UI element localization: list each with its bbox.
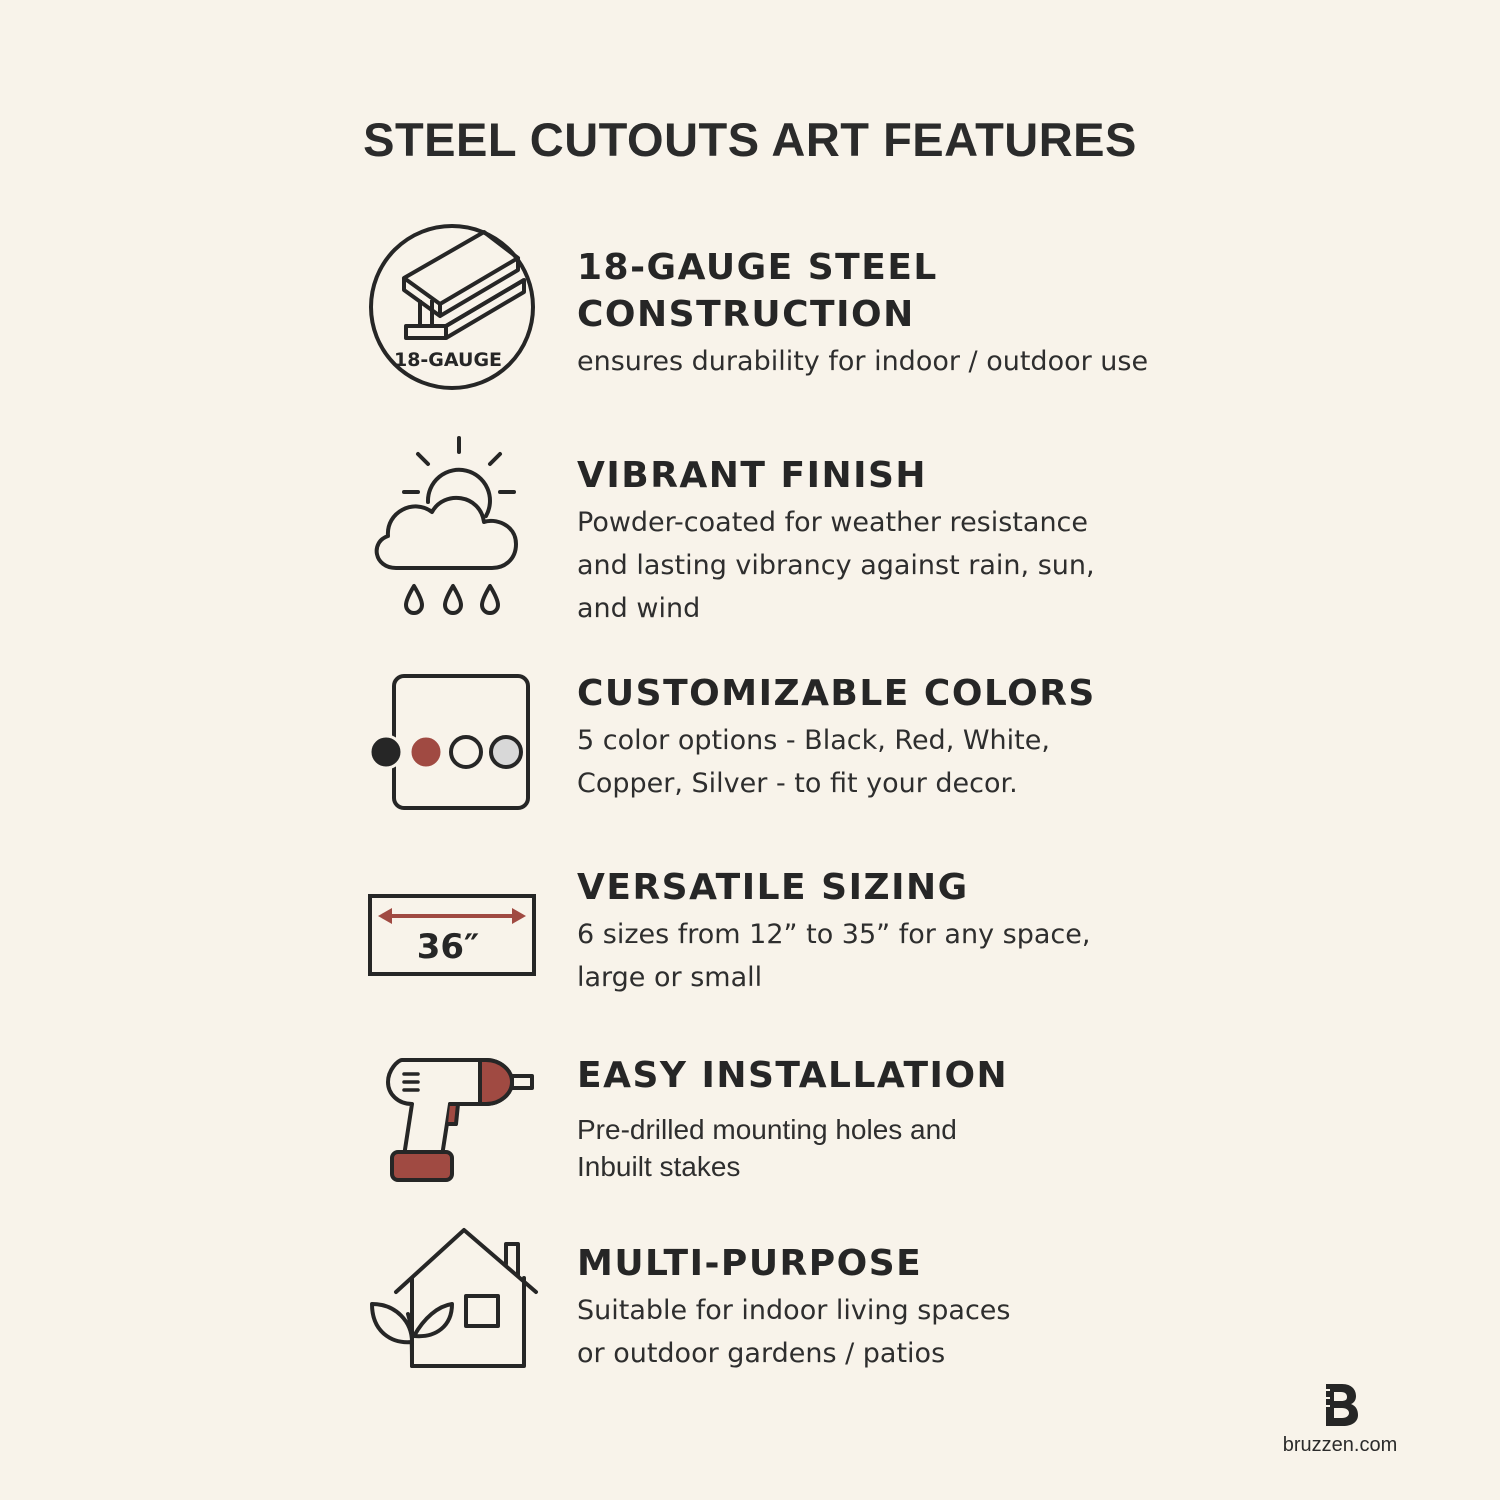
- feature-description: Pre-drilled mounting holes and Inbuilt stakes: [577, 1114, 957, 1182]
- bruzzen-logo-icon: [1318, 1380, 1362, 1428]
- size-ruler-icon: [362, 892, 542, 978]
- swatch-black: [370, 736, 402, 768]
- house-plant-icon: [362, 1226, 542, 1372]
- feature-heading: VERSATILE SIZING: [577, 867, 969, 908]
- swatch-silver: [491, 737, 521, 767]
- feature-heading: VIBRANT FINISH: [577, 455, 928, 496]
- swatch-white: [451, 737, 481, 767]
- feature-heading: EASY INSTALLATION: [577, 1055, 1009, 1096]
- gauge-badge-text: 18-GAUGE: [393, 349, 503, 371]
- brand-logo: [1270, 1380, 1410, 1457]
- color-swatch-icon: [362, 668, 542, 814]
- feature-description: ensures durability for indoor / outdoor use: [577, 346, 1149, 377]
- feature-heading: CUSTOMIZABLE COLORS: [577, 673, 1096, 714]
- size-label: 36″: [416, 927, 480, 967]
- swatch-red: [410, 736, 442, 768]
- feature-description: 5 color options - Black, Red, White, Copper, Silver - to fit your decor.: [577, 725, 1050, 799]
- feature-description: Powder-coated for weather resistance and lasting vibrancy against rain, sun, and wind: [577, 507, 1095, 624]
- weather-icon: [362, 432, 542, 622]
- brand-name: bruzzen.com: [1282, 1434, 1398, 1456]
- feature-heading: MULTI-PURPOSE: [577, 1243, 923, 1284]
- steel-beam-icon: [362, 222, 542, 394]
- drill-icon: [362, 1056, 542, 1188]
- feature-description: Suitable for indoor living spaces or outdoor gardens / patios: [577, 1295, 1011, 1369]
- page-title: STEEL CUTOUTS ART FEATURES: [363, 113, 1137, 166]
- feature-description: 6 sizes from 12” to 35” for any space, large or small: [577, 919, 1091, 993]
- feature-heading: 18-GAUGE STEEL CONSTRUCTION: [577, 247, 938, 335]
